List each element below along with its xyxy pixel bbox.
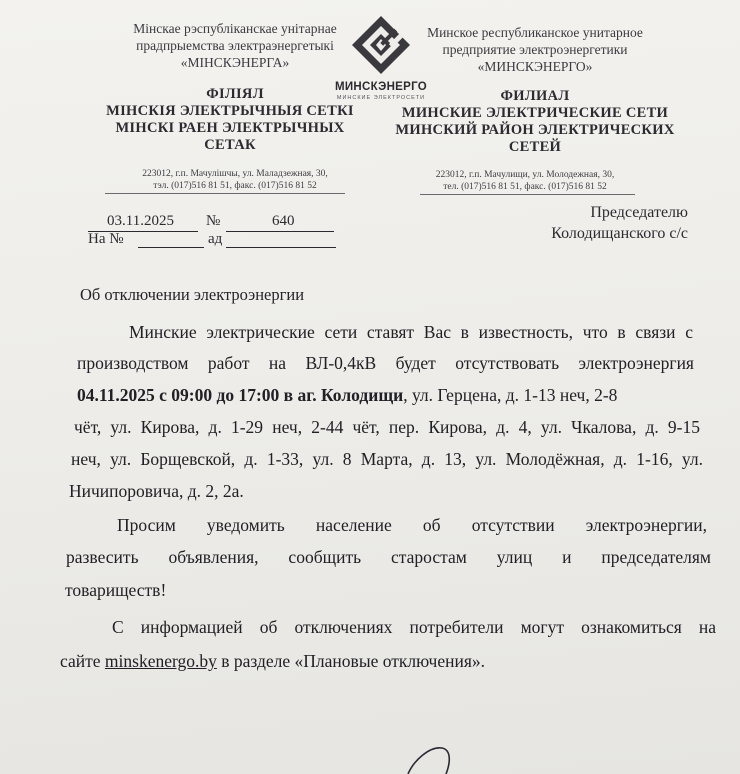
header-right-branch-line1: ФИЛИАЛ xyxy=(500,88,570,104)
body-p3-line2-pre: сайте xyxy=(60,651,105,671)
body-p3-line2 xyxy=(60,651,485,672)
reply-from-label: ад xyxy=(208,231,223,247)
header-left-org-line2: прадпрыемства электраэнергетыкі xyxy=(136,38,334,53)
recipient-line2: Колодищанского с/с xyxy=(551,225,688,242)
body-p1-line1: Минские электрические сети ставят Вас в известность, что в связи с xyxy=(129,322,693,342)
header-left-branch-line2: МІНСКІЯ ЭЛЕКТРЫЧНЫЯ СЕТКІ xyxy=(106,103,354,119)
reply-date-underline xyxy=(226,247,336,248)
number-underline xyxy=(226,231,334,232)
body-p3-line2-post: в разделе «Плановые отключения». xyxy=(216,651,485,671)
signature-stroke xyxy=(400,738,470,774)
body-p2-line1: Просим уведомить население об отсутствии электроэнергии, xyxy=(117,515,707,535)
letter-subject: Об отключении электроэнергии xyxy=(80,285,305,304)
header-left-org-line3: «МІНСКЭНЕРГА» xyxy=(180,55,290,70)
header-left-address: 223012, г.п. Мачулішчы, ул. Маладзежная, 30, xyxy=(142,169,328,179)
header-left-branch-line3: МІНСКІ РАЕН ЭЛЕКТРЫЧНЫХ xyxy=(115,120,345,136)
body-p1-line3 xyxy=(77,385,699,406)
header-right-contacts: тел. (017)516 81 51, факс. (017)516 81 52 xyxy=(443,182,607,192)
body-p1-line6: Ничипоровича, д. 2, 2а. xyxy=(69,481,244,501)
registration-number: 640 xyxy=(272,213,295,229)
logo-subtitle: МИНСКИЕ ЭЛЕКТРОСЕТИ xyxy=(336,95,426,101)
reply-label: На № xyxy=(88,231,124,247)
header-left-rule xyxy=(105,193,345,194)
header-left-branch-line4: СЕТАК xyxy=(204,137,256,153)
body-p2-line3: товариществ! xyxy=(65,580,167,600)
header-left-branch-line1: ФІЛІЯЛ xyxy=(206,86,264,102)
minskenergo-website-link[interactable]: minskenergo.by xyxy=(104,651,217,671)
logo-name: МИНСКЭНЕРГО xyxy=(334,81,428,93)
registration-date: 03.11.2025 xyxy=(107,213,174,229)
body-p1-line4: чёт, ул. Кирова, д. 1-29 неч, 2-44 чёт, пер. Кирова, д. 4, ул. Чкалова, д. 9-15 xyxy=(74,417,700,437)
header-right-org-line1: Минское республиканское унитарное xyxy=(427,25,643,40)
recipient-line1: Председателю xyxy=(590,204,688,221)
header-right-rule xyxy=(420,194,635,195)
body-p1-line2: производством работ на ВЛ-0,4кВ будет отсутствовать электроэнергия xyxy=(77,353,694,373)
header-right-address: 223012, г.п. Мачулищи, ул. Молодежная, 30, xyxy=(435,170,615,180)
header-right-org-line3: «МИНСКЭНЕРГО» xyxy=(477,59,593,74)
header-right-branch-line3: МИНСКИЙ РАЙОН ЭЛЕКТРИЧЕСКИХ xyxy=(395,122,675,138)
header-left-org-line1: Мінскае рэспубліканскае унітарнае xyxy=(133,21,337,36)
header-right-branch-line2: МИНСКИЕ ЭЛЕКТРИЧЕСКИЕ СЕТИ xyxy=(401,105,669,121)
body-p3-line1: С информацией об отключениях потребители могут ознакомиться на xyxy=(112,617,716,637)
reply-number-underline xyxy=(138,247,204,248)
header-right-org-line2: предприятие электроэнергетики xyxy=(442,42,628,57)
body-p1-line5: неч, ул. Борщевской, д. 1-33, ул. 8 Марта, д. 13, ул. Молодёжная, д. 1-16, ул. xyxy=(71,449,703,469)
outage-datetime-place: 04.11.2025 с 09:00 до 17:00 в аг. Колодищи xyxy=(77,385,404,405)
header-left-contacts: тэл. (017)516 81 51, факс. (017)516 81 52 xyxy=(153,181,317,191)
header-right-branch-line4: СЕТЕЙ xyxy=(508,139,562,155)
body-p1-line3-rest: , ул. Герцена, д. 1-13 неч, 2-8 xyxy=(403,385,618,405)
registration-number-label: № xyxy=(206,213,221,229)
body-p2-line2: развесить объявления, сообщить старостам улиц и председателям xyxy=(66,547,711,567)
